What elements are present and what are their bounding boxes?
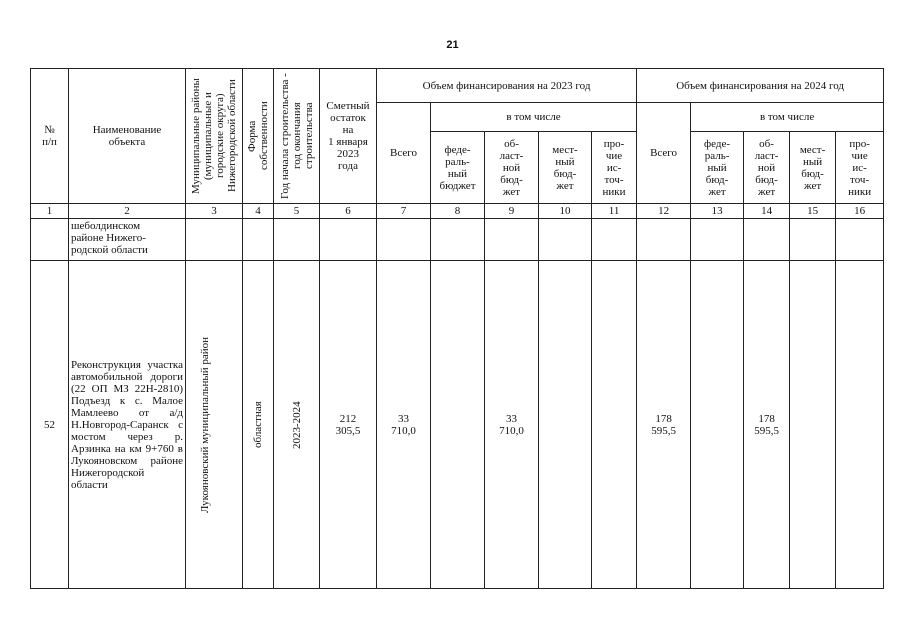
- column-number: 14: [744, 204, 790, 219]
- column-number: 8: [431, 204, 485, 219]
- column-number: 15: [790, 204, 836, 219]
- header-local-2023: мест- ный бюд- жет: [539, 132, 592, 204]
- column-number: 11: [592, 204, 637, 219]
- column-number: 10: [539, 204, 592, 219]
- ownership-cell: [243, 261, 274, 589]
- header-group-2023: Объем финансирования на 2023 год: [377, 69, 637, 103]
- header-years: Год начала строительства - год окончания строительства: [278, 73, 315, 199]
- cell-empty: [243, 219, 274, 261]
- local-2023: [539, 261, 592, 589]
- cell-empty: [539, 219, 592, 261]
- regional-2023: 33 710,0: [485, 261, 539, 589]
- cell-empty: [592, 219, 637, 261]
- header-including-2024: в том числе: [691, 103, 884, 132]
- header-other-2023: про- чие ис- точ- ники: [592, 132, 637, 204]
- header-ownership-cell: [243, 69, 274, 204]
- object-name-continuation: шеболдинском районе Нижего- родской области: [69, 219, 186, 261]
- cell-empty: [836, 219, 884, 261]
- header-regional-2023: об- ласт- ной бюд- жет: [485, 132, 539, 204]
- federal-2023: [431, 261, 485, 589]
- cell-empty: [274, 219, 320, 261]
- header-local-2024: мест- ный бюд- жет: [790, 132, 836, 204]
- header-other-2024: про- чие ис- точ- ники: [836, 132, 884, 204]
- column-number: 5: [274, 204, 320, 219]
- local-2024: [790, 261, 836, 589]
- header-total-2024: Всего: [637, 103, 691, 204]
- cell-empty: [320, 219, 377, 261]
- ownership-form: областная: [252, 401, 264, 448]
- total-2024: 178 595,5: [637, 261, 691, 589]
- header-federal-2023: феде- раль- ный бюджет: [431, 132, 485, 204]
- column-number: 2: [69, 204, 186, 219]
- table-row-52: [31, 261, 884, 589]
- column-number: 7: [377, 204, 431, 219]
- total-2023: 33 710,0: [377, 261, 431, 589]
- header-federal-2024: феде- раль- ный бюд- жет: [691, 132, 744, 204]
- estimated-balance: 212 305,5: [320, 261, 377, 589]
- cell-empty: [485, 219, 539, 261]
- cell-empty: [790, 219, 836, 261]
- column-number: 9: [485, 204, 539, 219]
- page-number: 21: [446, 39, 459, 51]
- header-estimated-balance: Сметный остаток на 1 января 2023 года: [320, 69, 377, 204]
- header-ownership: Форма собственности: [246, 101, 270, 171]
- other-2023: [592, 261, 637, 589]
- cell-empty: [186, 219, 243, 261]
- cell-empty: [31, 219, 69, 261]
- construction-years: 2023-2024: [290, 400, 303, 449]
- row-number: 52: [31, 261, 69, 589]
- district-name: Лукояновский муниципальный район: [199, 336, 211, 513]
- years-cell: [274, 261, 320, 589]
- column-number: 3: [186, 204, 243, 219]
- federal-2024: [691, 261, 744, 589]
- budget-table: [30, 68, 884, 589]
- header-total-2023: Всего: [377, 103, 431, 204]
- header-district: Муниципальные районы (муниципальные и городские округа) Нижегородской области: [190, 78, 238, 194]
- cell-empty: [691, 219, 744, 261]
- cell-empty: [637, 219, 691, 261]
- object-name: Реконструкция участка автомобильной дороги (22 ОП МЗ 22Н-2810) Подъезд к с. Малое Мамлеево от а/д Н.Новгород-Саранск с мостом через р. Арзинка на км 9+760 в Лукояновском районе Нижегородской области: [69, 261, 186, 589]
- column-number: 13: [691, 204, 744, 219]
- district-cell: [186, 261, 243, 589]
- column-number: 4: [243, 204, 274, 219]
- other-2024: [836, 261, 884, 589]
- header-regional-2024: об- ласт- ной бюд- жет: [744, 132, 790, 204]
- header-district-cell: [186, 69, 243, 204]
- cell-empty: [377, 219, 431, 261]
- header-years-cell: [274, 69, 320, 204]
- header-including-2023: в том числе: [431, 103, 637, 132]
- column-number: 1: [31, 204, 69, 219]
- cell-empty: [744, 219, 790, 261]
- column-number: 6: [320, 204, 377, 219]
- header-group-2024: Объем финансирования на 2024 год: [637, 69, 884, 103]
- column-number: 16: [836, 204, 884, 219]
- regional-2024: 178 595,5: [744, 261, 790, 589]
- cell-empty: [431, 219, 485, 261]
- header-number: № п/п: [31, 69, 69, 204]
- table-row-continuation: [31, 219, 884, 261]
- column-numbers-row: [31, 204, 884, 219]
- header-object-name: Наименование объекта: [69, 69, 186, 204]
- column-number: 12: [637, 204, 691, 219]
